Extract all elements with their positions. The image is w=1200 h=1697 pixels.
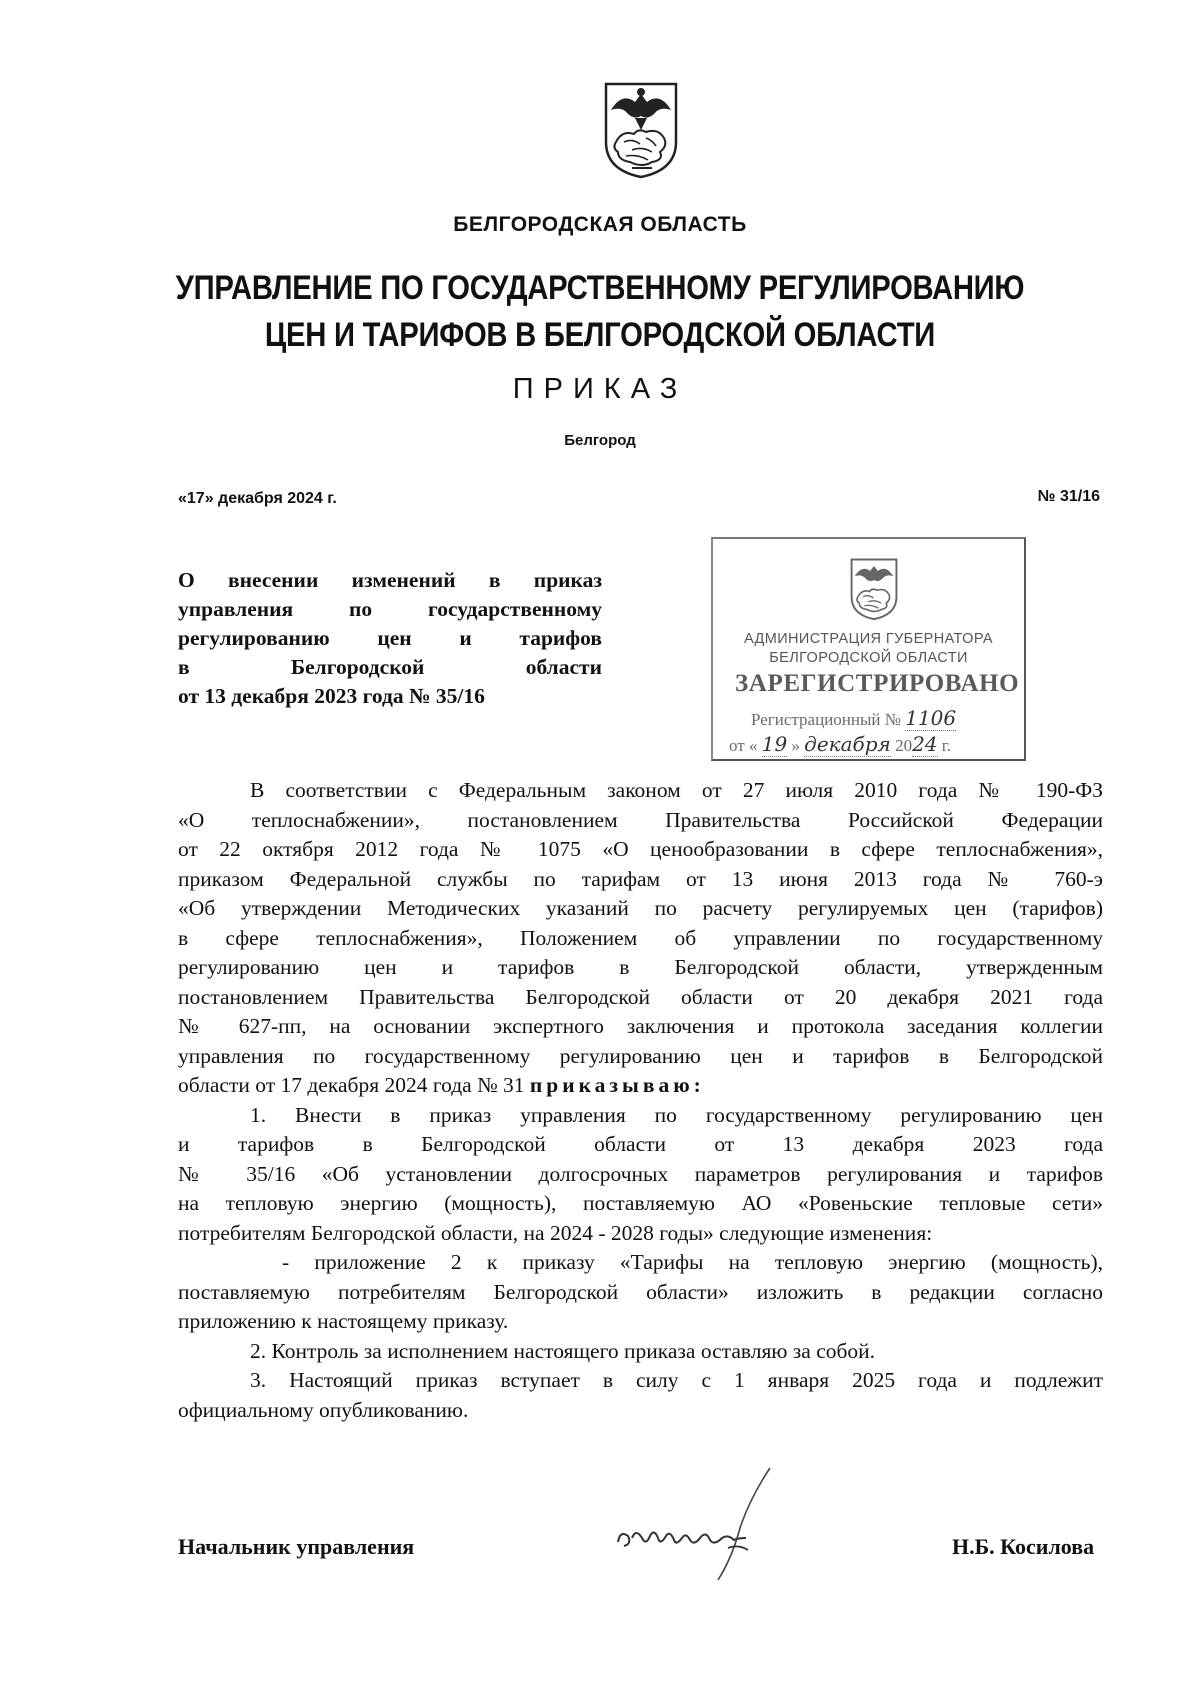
subject-line: от 13 декабря 2023 года № 35/16 xyxy=(178,684,485,708)
body-line: - приложение 2 к приказу «Тарифы на тепловую энергию (мощность), xyxy=(282,1250,1103,1274)
body-line: поставляемую потребителям Белгородской области» изложить в редакции согласно xyxy=(178,1279,1103,1304)
body-line: управления по государственному регулированию цен и тарифов в Белгородской xyxy=(178,1043,1103,1068)
body-line xyxy=(178,1071,1103,1101)
body-line: постановлением Правительства Белгородской области от 20 декабря 2021 года xyxy=(178,984,1103,1009)
stamp-emblem-icon xyxy=(849,555,899,623)
body-line: на тепловую энергию (мощность), поставляемую АО «Ровеньские тепловые сети» xyxy=(178,1191,1103,1215)
body-line: 1. Внести в приказ управления по государственному регулированию цен xyxy=(250,1102,1103,1127)
document-number: № 31/16 xyxy=(1037,488,1100,505)
document-date: «17» декабря 2024 г. xyxy=(178,490,337,507)
coat-of-arms-emblem xyxy=(602,80,680,180)
stamp-registration-date xyxy=(729,732,951,757)
stamp-date-year-suffix: 24 xyxy=(912,732,938,756)
body-line: № 627-пп, на основании экспертного заключения и протокола заседания коллегии xyxy=(178,1014,1103,1038)
body-line: от 22 октября 2012 года № 1075 «О ценообразовании в сфере теплоснабжения», xyxy=(178,837,1103,861)
stamp-date-year-prefix: 20 xyxy=(895,736,913,755)
body-line: официальному опубликованию. xyxy=(178,1397,469,1422)
stamp-reg-label: Регистрационный № xyxy=(751,710,901,729)
body-line: приказом Федеральной службы по тарифам от 13 июня 2013 года № 760-э xyxy=(178,866,1103,891)
document-body xyxy=(178,776,1103,1425)
stamp-date-day: 19 xyxy=(761,732,788,756)
body-line: «О теплоснабжении», постановлением Правительства Российской Федерации xyxy=(178,807,1103,832)
handwritten-signature xyxy=(610,1458,810,1588)
agency-name-line-2: ЦЕН И ТАРИФОВ В БЕЛГОРОДСКОЙ ОБЛАСТИ xyxy=(264,316,936,354)
body-line: «Об утверждении Методических указаний по расчету регулируемых цен (тарифов) xyxy=(178,896,1103,920)
body-line: приложению к настоящему приказу. xyxy=(178,1309,509,1333)
subject-line: регулированию цен и тарифов xyxy=(178,626,602,650)
body-line-text: области от 17 декабря 2024 года № 31 xyxy=(178,1073,525,1097)
body-line: № 35/16 «Об установлении долгосрочных параметров регулирования и тарифов xyxy=(178,1161,1103,1186)
stamp-status: ЗАРЕГИСТРИРОВАНО xyxy=(735,670,1020,697)
body-line: регулированию цен и тарифов в Белгородской области, утвержденным xyxy=(178,955,1103,979)
body-line: и тарифов в Белгородской области от 13 декабря 2023 года xyxy=(178,1132,1103,1156)
body-line: в сфере теплоснабжения», Положением об управлении по государственному xyxy=(178,925,1103,950)
order-word: приказываю: xyxy=(529,1073,705,1097)
stamp-date-mid: » xyxy=(791,736,800,755)
signatory-title: Начальник управления xyxy=(178,1534,415,1559)
agency-name xyxy=(84,265,1116,359)
city: Белгород xyxy=(564,432,636,449)
body-line: потребителям Белгородской области, на 2024 - 2028 годы» следующие изменения: xyxy=(178,1220,933,1245)
registration-stamp xyxy=(711,537,1026,761)
body-line: 3. Настоящий приказ вступает в силу с 1 января 2025 года и подлежит xyxy=(250,1368,1103,1392)
body-line: В соответствии с Федеральным законом от 27 июля 2010 года № 190-ФЗ xyxy=(250,778,1103,802)
document-type: ПРИКАЗ xyxy=(512,373,688,405)
subject-line: О внесении изменений в приказ xyxy=(178,568,602,592)
stamp-registration-number xyxy=(751,706,956,731)
stamp-date-prefix: от « xyxy=(729,736,758,755)
stamp-date-month: декабря xyxy=(804,732,891,756)
stamp-reg-number: 1106 xyxy=(905,706,957,730)
stamp-authority-line-2: БЕЛГОРОДСКОЙ ОБЛАСТИ xyxy=(769,650,968,666)
region-name: БЕЛГОРОДСКАЯ ОБЛАСТЬ xyxy=(453,213,747,236)
stamp-authority-line-1: АДМИНИСТРАЦИЯ ГУБЕРНАТОРА xyxy=(743,631,994,647)
subject-line: управления по государственному xyxy=(178,597,602,621)
subject-line: в Белгородской области xyxy=(178,655,602,679)
signatory-name: Н.Б. Косилова xyxy=(952,1534,1095,1559)
document-subject xyxy=(178,566,602,711)
body-line: 2. Контроль за исполнением настоящего приказа оставляю за собой. xyxy=(250,1338,876,1363)
stamp-date-suffix: г. xyxy=(941,736,952,755)
agency-name-line-1: УПРАВЛЕНИЕ ПО ГОСУДАРСТВЕННОМУ РЕГУЛИРОВАНИЮ xyxy=(175,269,1025,307)
